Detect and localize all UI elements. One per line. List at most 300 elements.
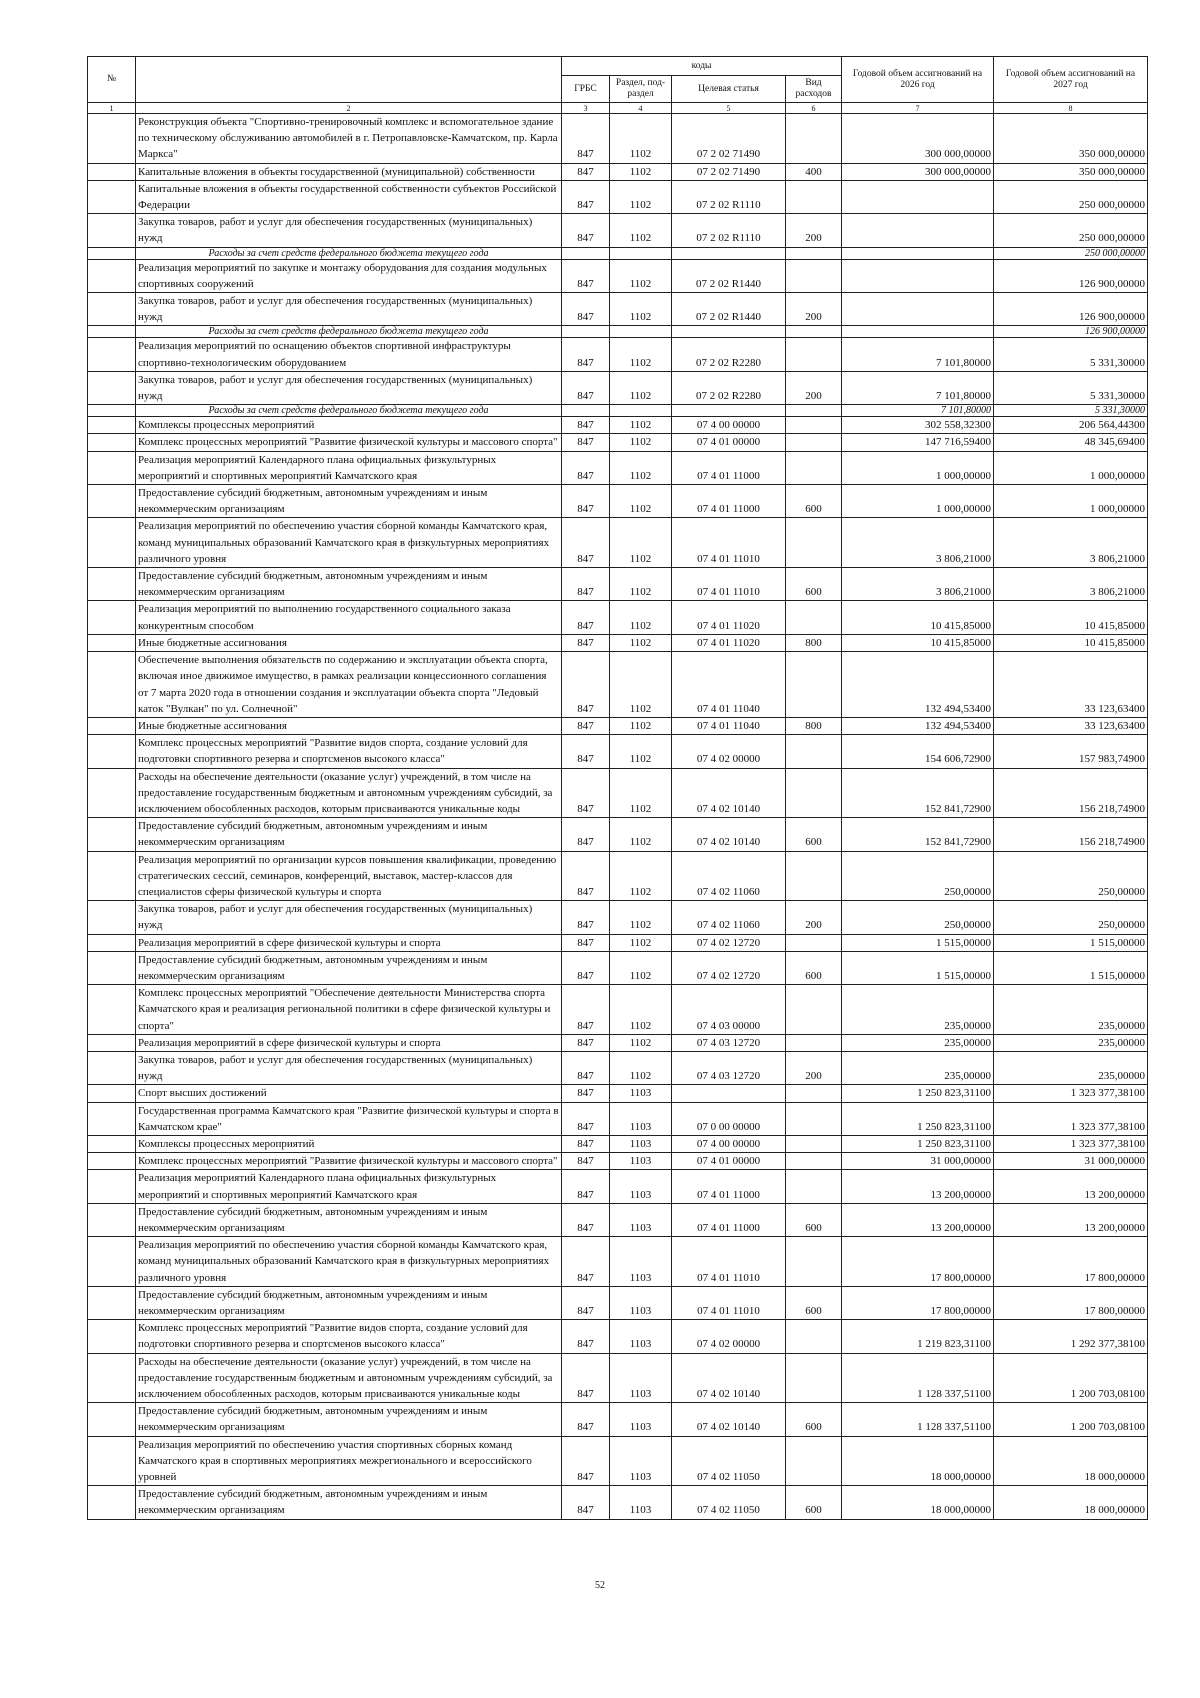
header-codes: коды	[562, 57, 842, 76]
cell-name: Предоставление субсидий бюджетным, автономным учреждениям и иным некоммерческим организациям	[136, 1486, 562, 1519]
cell-grbs: 847	[562, 985, 610, 1035]
cell-amount-2027: 13 200,00000	[994, 1170, 1148, 1203]
cell-kind	[786, 114, 842, 164]
header-kind: Вид расходов	[786, 76, 842, 103]
table-row	[88, 717, 1148, 734]
cell-amount-2026: 13 200,00000	[842, 1203, 994, 1236]
cell-number	[88, 1102, 136, 1135]
cell-amount-2027: 206 564,44300	[994, 417, 1148, 434]
table-row	[88, 1203, 1148, 1236]
cell-amount-2027: 1 515,00000	[994, 934, 1148, 951]
cell-amount-2027: 18 000,00000	[994, 1486, 1148, 1519]
cell-number	[88, 901, 136, 934]
cell-name: Комплекс процессных мероприятий "Развитие физической культуры и массового спорта"	[136, 434, 562, 451]
cell-kind: 200	[786, 214, 842, 247]
cell-name: Иные бюджетные ассигнования	[136, 717, 562, 734]
cell-number	[88, 934, 136, 951]
cell-grbs: 847	[562, 1170, 610, 1203]
cell-grbs: 847	[562, 293, 610, 326]
cell-target: 07 0 00 00000	[672, 1102, 786, 1135]
cell-section: 1102	[610, 1034, 672, 1051]
cell-number	[88, 1153, 136, 1170]
table-row	[88, 114, 1148, 164]
cell-section: 1102	[610, 371, 672, 404]
cell-number	[88, 1353, 136, 1403]
cell-kind	[786, 1085, 842, 1102]
cell-name: Предоставление субсидий бюджетным, автономным учреждениям и иным некоммерческим организациям	[136, 818, 562, 851]
cell-amount-2026: 13 200,00000	[842, 1170, 994, 1203]
cell-number	[88, 1034, 136, 1051]
cell-section: 1103	[610, 1320, 672, 1353]
cell-name: Предоставление субсидий бюджетным, автономным учреждениям и иным некоммерческим организациям	[136, 1203, 562, 1236]
cell-name: Закупка товаров, работ и услуг для обеспечения государственных (муниципальных) нужд	[136, 371, 562, 404]
cell-grbs: 847	[562, 371, 610, 404]
cell-grbs: 847	[562, 851, 610, 901]
table-row	[88, 1034, 1148, 1051]
cell-section	[610, 247, 672, 259]
cell-kind	[786, 851, 842, 901]
cell-name: Реализация мероприятий по выполнению государственного социального заказа конкурентным способом	[136, 601, 562, 634]
cell-section: 1103	[610, 1203, 672, 1236]
cell-kind	[786, 1034, 842, 1051]
cell-kind: 400	[786, 163, 842, 180]
table-row	[88, 1170, 1148, 1203]
cell-name: Предоставление субсидий бюджетным, автономным учреждениям и иным некоммерческим организациям	[136, 1403, 562, 1436]
cell-amount-2027: 250 000,00000	[994, 247, 1148, 259]
cell-amount-2026: 1 515,00000	[842, 934, 994, 951]
cell-amount-2026	[842, 293, 994, 326]
cell-amount-2027: 235,00000	[994, 1051, 1148, 1084]
cell-amount-2027: 126 900,00000	[994, 259, 1148, 292]
cell-amount-2026: 18 000,00000	[842, 1436, 994, 1486]
cell-target: 07 4 02 10140	[672, 1353, 786, 1403]
table-row	[88, 259, 1148, 292]
cell-amount-2026: 132 494,53400	[842, 717, 994, 734]
budget-table	[87, 56, 1148, 1520]
cell-target: 07 4 02 11060	[672, 901, 786, 934]
cell-number	[88, 951, 136, 984]
cell-kind	[786, 326, 842, 338]
cell-grbs: 847	[562, 1135, 610, 1152]
table-row	[88, 451, 1148, 484]
cell-section: 1103	[610, 1237, 672, 1287]
table-row	[88, 901, 1148, 934]
cell-amount-2027: 156 218,74900	[994, 818, 1148, 851]
cell-grbs: 847	[562, 1034, 610, 1051]
table-row	[88, 293, 1148, 326]
table-row	[88, 818, 1148, 851]
cell-section: 1102	[610, 717, 672, 734]
cell-section: 1102	[610, 293, 672, 326]
table-row	[88, 1237, 1148, 1287]
cell-grbs: 847	[562, 214, 610, 247]
cell-target: 07 4 02 10140	[672, 1403, 786, 1436]
cell-name: Реализация мероприятий по оснащению объектов спортивной инфраструктуры спортивно-технологическим оборудованием	[136, 338, 562, 371]
cell-number	[88, 568, 136, 601]
cell-number	[88, 1203, 136, 1236]
cell-amount-2027: 5 331,30000	[994, 371, 1148, 404]
cell-number	[88, 1403, 136, 1436]
cell-grbs: 847	[562, 1436, 610, 1486]
table-row	[88, 326, 1148, 338]
cell-name: Расходы за счет средств федерального бюджета текущего года	[136, 405, 562, 417]
cell-amount-2027: 156 218,74900	[994, 768, 1148, 818]
table-row	[88, 371, 1148, 404]
cell-kind	[786, 417, 842, 434]
table-row	[88, 485, 1148, 518]
cell-target: 07 4 02 00000	[672, 735, 786, 768]
cell-name: Закупка товаров, работ и услуг для обеспечения государственных (муниципальных) нужд	[136, 1051, 562, 1084]
table-row	[88, 601, 1148, 634]
cell-section: 1102	[610, 601, 672, 634]
cell-amount-2027: 126 900,00000	[994, 293, 1148, 326]
cell-section: 1102	[610, 818, 672, 851]
cell-grbs: 847	[562, 417, 610, 434]
cell-amount-2027: 17 800,00000	[994, 1237, 1148, 1287]
cell-name: Расходы за счет средств федерального бюджета текущего года	[136, 247, 562, 259]
cell-target: 07 4 03 00000	[672, 985, 786, 1035]
table-row	[88, 214, 1148, 247]
cell-amount-2027: 157 983,74900	[994, 735, 1148, 768]
cell-amount-2026: 10 415,85000	[842, 634, 994, 651]
cell-target: 07 2 02 R2280	[672, 371, 786, 404]
table-row	[88, 338, 1148, 371]
cell-target: 07 4 00 00000	[672, 1135, 786, 1152]
cell-section: 1103	[610, 1102, 672, 1135]
cell-target: 07 4 00 00000	[672, 417, 786, 434]
table-row	[88, 1486, 1148, 1519]
cell-amount-2027: 1 323 377,38100	[994, 1135, 1148, 1152]
cell-kind	[786, 434, 842, 451]
cell-kind: 200	[786, 293, 842, 326]
cell-amount-2026	[842, 214, 994, 247]
cell-amount-2026: 17 800,00000	[842, 1237, 994, 1287]
cell-kind	[786, 985, 842, 1035]
cell-number	[88, 768, 136, 818]
cell-section	[610, 405, 672, 417]
cell-name: Предоставление субсидий бюджетным, автономным учреждениям и иным некоммерческим организациям	[136, 1286, 562, 1319]
cell-grbs: 847	[562, 114, 610, 164]
cell-kind: 600	[786, 1403, 842, 1436]
cell-grbs: 847	[562, 951, 610, 984]
column-index: 3	[562, 103, 610, 114]
header-2026: Годовой объем ассигнований на 2026 год	[842, 57, 994, 103]
cell-section: 1102	[610, 634, 672, 651]
cell-amount-2027: 17 800,00000	[994, 1286, 1148, 1319]
cell-kind	[786, 1153, 842, 1170]
cell-amount-2026: 18 000,00000	[842, 1486, 994, 1519]
cell-section: 1102	[610, 901, 672, 934]
cell-grbs: 847	[562, 434, 610, 451]
cell-name: Реконструкция объекта "Спортивно-тренировочный комплекс и вспомогательное здание по техническому обслуживанию автомобилей в г. Петропавловске-Камчатском, пр. Карла Маркса"	[136, 114, 562, 164]
cell-kind	[786, 1436, 842, 1486]
cell-name: Расходы на обеспечение деятельности (оказание услуг) учреждений, в том числе на предоставление государственным бюджетным и автономным учреждениям субсидий, за исключением обособленных расходов, которым присваиваются уникальные коды	[136, 1353, 562, 1403]
cell-kind	[786, 338, 842, 371]
cell-target: 07 4 01 00000	[672, 434, 786, 451]
table-row	[88, 1286, 1148, 1319]
column-index: 2	[136, 103, 562, 114]
cell-target: 07 4 02 10140	[672, 818, 786, 851]
cell-kind	[786, 768, 842, 818]
cell-amount-2026: 3 806,21000	[842, 568, 994, 601]
cell-amount-2027: 1 200 703,08100	[994, 1353, 1148, 1403]
cell-target: 07 4 02 00000	[672, 1320, 786, 1353]
cell-section: 1102	[610, 259, 672, 292]
cell-name: Государственная программа Камчатского края "Развитие физической культуры и спорта в Камчатском крае"	[136, 1102, 562, 1135]
cell-target: 07 4 01 11020	[672, 601, 786, 634]
cell-target: 07 4 02 11050	[672, 1486, 786, 1519]
cell-name: Закупка товаров, работ и услуг для обеспечения государственных (муниципальных) нужд	[136, 214, 562, 247]
cell-grbs: 847	[562, 338, 610, 371]
cell-kind	[786, 1170, 842, 1203]
cell-number	[88, 371, 136, 404]
cell-kind	[786, 518, 842, 568]
cell-amount-2027: 1 292 377,38100	[994, 1320, 1148, 1353]
cell-name: Реализация мероприятий Календарного плана официальных физкультурных мероприятий и спортивных мероприятий Камчатского края	[136, 451, 562, 484]
cell-kind: 600	[786, 568, 842, 601]
cell-target: 07 4 02 12720	[672, 934, 786, 951]
cell-amount-2027: 1 000,00000	[994, 485, 1148, 518]
cell-number	[88, 818, 136, 851]
cell-number	[88, 1170, 136, 1203]
cell-grbs: 847	[562, 735, 610, 768]
cell-amount-2026	[842, 326, 994, 338]
cell-amount-2027: 250 000,00000	[994, 214, 1148, 247]
cell-section: 1102	[610, 851, 672, 901]
cell-name: Реализация мероприятий в сфере физической культуры и спорта	[136, 934, 562, 951]
header-name	[136, 57, 562, 103]
header-2027: Годовой объем ассигнований на 2027 год	[994, 57, 1148, 103]
cell-grbs: 847	[562, 180, 610, 213]
cell-name: Закупка товаров, работ и услуг для обеспечения государственных (муниципальных) нужд	[136, 901, 562, 934]
cell-target: 07 4 03 12720	[672, 1034, 786, 1051]
cell-amount-2026: 152 841,72900	[842, 818, 994, 851]
cell-section: 1102	[610, 1051, 672, 1084]
cell-grbs	[562, 326, 610, 338]
cell-amount-2027: 3 806,21000	[994, 568, 1148, 601]
cell-number	[88, 634, 136, 651]
header-target: Целевая статья	[672, 76, 786, 103]
table-row	[88, 1153, 1148, 1170]
cell-kind: 200	[786, 901, 842, 934]
column-index: 6	[786, 103, 842, 114]
cell-kind	[786, 601, 842, 634]
cell-kind: 600	[786, 1486, 842, 1519]
cell-number	[88, 1051, 136, 1084]
cell-name: Спорт высших достижений	[136, 1085, 562, 1102]
cell-amount-2026: 250,00000	[842, 901, 994, 934]
header-grbs: ГРБС	[562, 76, 610, 103]
cell-section: 1102	[610, 485, 672, 518]
cell-number	[88, 601, 136, 634]
cell-target: 07 2 02 R1110	[672, 180, 786, 213]
cell-target: 07 4 02 11060	[672, 851, 786, 901]
cell-section: 1102	[610, 163, 672, 180]
cell-amount-2026: 17 800,00000	[842, 1286, 994, 1319]
cell-target: 07 2 02 71490	[672, 114, 786, 164]
cell-section: 1102	[610, 735, 672, 768]
table-row	[88, 634, 1148, 651]
cell-section: 1103	[610, 1436, 672, 1486]
cell-kind	[786, 247, 842, 259]
cell-target: 07 2 02 R1440	[672, 293, 786, 326]
cell-section: 1103	[610, 1403, 672, 1436]
cell-name: Обеспечение выполнения обязательств по содержанию и эксплуатации объекта спорта, включая иное движимое имущество, в рамках реализации концессионного соглашения от 7 марта 2020 года в отношении создания и эксплуатации объекта спорта "Ледовый каток "Вулкан" по ул. Солнечной"	[136, 652, 562, 718]
header-number: №	[88, 57, 136, 103]
cell-section: 1102	[610, 214, 672, 247]
cell-target: 07 4 01 11010	[672, 518, 786, 568]
cell-amount-2027: 5 331,30000	[994, 338, 1148, 371]
cell-name: Комплексы процессных мероприятий	[136, 417, 562, 434]
cell-target: 07 2 02 R2280	[672, 338, 786, 371]
table-row	[88, 735, 1148, 768]
table-row	[88, 1051, 1148, 1084]
cell-name: Реализация мероприятий Календарного плана официальных физкультурных мероприятий и спортивных мероприятий Камчатского края	[136, 1170, 562, 1203]
cell-kind	[786, 1353, 842, 1403]
cell-target: 07 4 01 11000	[672, 451, 786, 484]
cell-amount-2027: 350 000,00000	[994, 114, 1148, 164]
cell-kind	[786, 259, 842, 292]
cell-grbs: 847	[562, 1085, 610, 1102]
cell-amount-2026	[842, 180, 994, 213]
cell-section: 1103	[610, 1085, 672, 1102]
cell-amount-2026: 10 415,85000	[842, 601, 994, 634]
cell-target: 07 2 02 R1440	[672, 259, 786, 292]
cell-number	[88, 485, 136, 518]
cell-amount-2026: 7 101,80000	[842, 371, 994, 404]
cell-number	[88, 1237, 136, 1287]
column-index: 5	[672, 103, 786, 114]
cell-number	[88, 247, 136, 259]
cell-number	[88, 735, 136, 768]
cell-amount-2027: 48 345,69400	[994, 434, 1148, 451]
table-row	[88, 1353, 1148, 1403]
cell-section: 1102	[610, 934, 672, 951]
cell-amount-2026: 1 515,00000	[842, 951, 994, 984]
cell-name: Предоставление субсидий бюджетным, автономным учреждениям и иным некоммерческим организациям	[136, 951, 562, 984]
cell-section: 1103	[610, 1170, 672, 1203]
cell-number	[88, 652, 136, 718]
table-row	[88, 434, 1148, 451]
cell-amount-2027: 5 331,30000	[994, 405, 1148, 417]
cell-target: 07 4 01 00000	[672, 1153, 786, 1170]
cell-name: Реализация мероприятий в сфере физической культуры и спорта	[136, 1034, 562, 1051]
budget-table-sheet	[87, 56, 1147, 1520]
cell-kind: 800	[786, 717, 842, 734]
cell-amount-2027: 18 000,00000	[994, 1436, 1148, 1486]
cell-name: Комплекс процессных мероприятий "Развитие физической культуры и массового спорта"	[136, 1153, 562, 1170]
cell-number	[88, 293, 136, 326]
cell-amount-2026: 235,00000	[842, 985, 994, 1035]
cell-grbs: 847	[562, 1320, 610, 1353]
cell-name: Капитальные вложения в объекты государственной (муниципальной) собственности	[136, 163, 562, 180]
cell-amount-2026: 1 250 823,31100	[842, 1102, 994, 1135]
cell-amount-2027: 1 323 377,38100	[994, 1085, 1148, 1102]
table-row	[88, 180, 1148, 213]
cell-target: 07 4 02 11050	[672, 1436, 786, 1486]
cell-number	[88, 434, 136, 451]
cell-section: 1102	[610, 434, 672, 451]
cell-name: Комплекс процессных мероприятий "Обеспечение деятельности Министерства спорта Камчатского края и реализация региональной политики в сфере физической культуры и спорта"	[136, 985, 562, 1035]
cell-grbs: 847	[562, 934, 610, 951]
cell-number	[88, 180, 136, 213]
cell-number	[88, 163, 136, 180]
cell-amount-2027: 31 000,00000	[994, 1153, 1148, 1170]
cell-grbs: 847	[562, 768, 610, 818]
column-index: 4	[610, 103, 672, 114]
page-number: 52	[595, 1580, 605, 1591]
cell-amount-2026: 302 558,32300	[842, 417, 994, 434]
cell-amount-2027: 1 000,00000	[994, 451, 1148, 484]
cell-amount-2027: 33 123,63400	[994, 652, 1148, 718]
cell-section: 1102	[610, 951, 672, 984]
cell-target: 07 4 01 11010	[672, 1237, 786, 1287]
cell-grbs: 847	[562, 1237, 610, 1287]
table-row	[88, 768, 1148, 818]
cell-name: Комплекс процессных мероприятий "Развитие видов спорта, создание условий для подготовки спортивного резерва и спортсменов высокого класса"	[136, 1320, 562, 1353]
cell-target	[672, 405, 786, 417]
cell-amount-2027: 235,00000	[994, 985, 1148, 1035]
cell-target: 07 4 01 11040	[672, 717, 786, 734]
cell-grbs: 847	[562, 451, 610, 484]
cell-name: Расходы на обеспечение деятельности (оказание услуг) учреждений, в том числе на предоставление государственным бюджетным и автономным учреждениям субсидий, за исключением обособленных расходов, которым присваиваются уникальные коды	[136, 768, 562, 818]
table-row	[88, 1320, 1148, 1353]
cell-amount-2026: 1 128 337,51100	[842, 1403, 994, 1436]
cell-section: 1102	[610, 652, 672, 718]
cell-amount-2027: 13 200,00000	[994, 1203, 1148, 1236]
cell-grbs: 847	[562, 568, 610, 601]
cell-amount-2026: 154 606,72900	[842, 735, 994, 768]
cell-kind	[786, 652, 842, 718]
cell-target: 07 4 01 11010	[672, 568, 786, 601]
cell-section: 1102	[610, 451, 672, 484]
cell-grbs: 847	[562, 652, 610, 718]
cell-target: 07 4 01 11000	[672, 485, 786, 518]
cell-amount-2026: 1 219 823,31100	[842, 1320, 994, 1353]
cell-grbs	[562, 405, 610, 417]
cell-amount-2027: 33 123,63400	[994, 717, 1148, 734]
cell-kind	[786, 1320, 842, 1353]
cell-grbs: 847	[562, 1353, 610, 1403]
table-header	[88, 57, 1148, 114]
cell-amount-2026: 147 716,59400	[842, 434, 994, 451]
cell-amount-2026: 7 101,80000	[842, 405, 994, 417]
table-row	[88, 851, 1148, 901]
cell-amount-2027: 10 415,85000	[994, 634, 1148, 651]
cell-grbs: 847	[562, 259, 610, 292]
cell-name: Закупка товаров, работ и услуг для обеспечения государственных (муниципальных) нужд	[136, 293, 562, 326]
table-row	[88, 1102, 1148, 1135]
cell-amount-2027: 250,00000	[994, 901, 1148, 934]
cell-target: 07 2 02 71490	[672, 163, 786, 180]
cell-amount-2026	[842, 247, 994, 259]
cell-kind	[786, 180, 842, 213]
cell-section: 1102	[610, 417, 672, 434]
column-index: 8	[994, 103, 1148, 114]
cell-target: 07 4 01 11000	[672, 1203, 786, 1236]
cell-number	[88, 518, 136, 568]
cell-target: 07 2 02 R1110	[672, 214, 786, 247]
cell-section: 1103	[610, 1486, 672, 1519]
table-row	[88, 985, 1148, 1035]
cell-number	[88, 717, 136, 734]
table-row	[88, 951, 1148, 984]
cell-amount-2026: 250,00000	[842, 851, 994, 901]
table-row	[88, 1436, 1148, 1486]
cell-number	[88, 1135, 136, 1152]
cell-grbs: 847	[562, 1403, 610, 1436]
cell-amount-2026: 1 000,00000	[842, 451, 994, 484]
